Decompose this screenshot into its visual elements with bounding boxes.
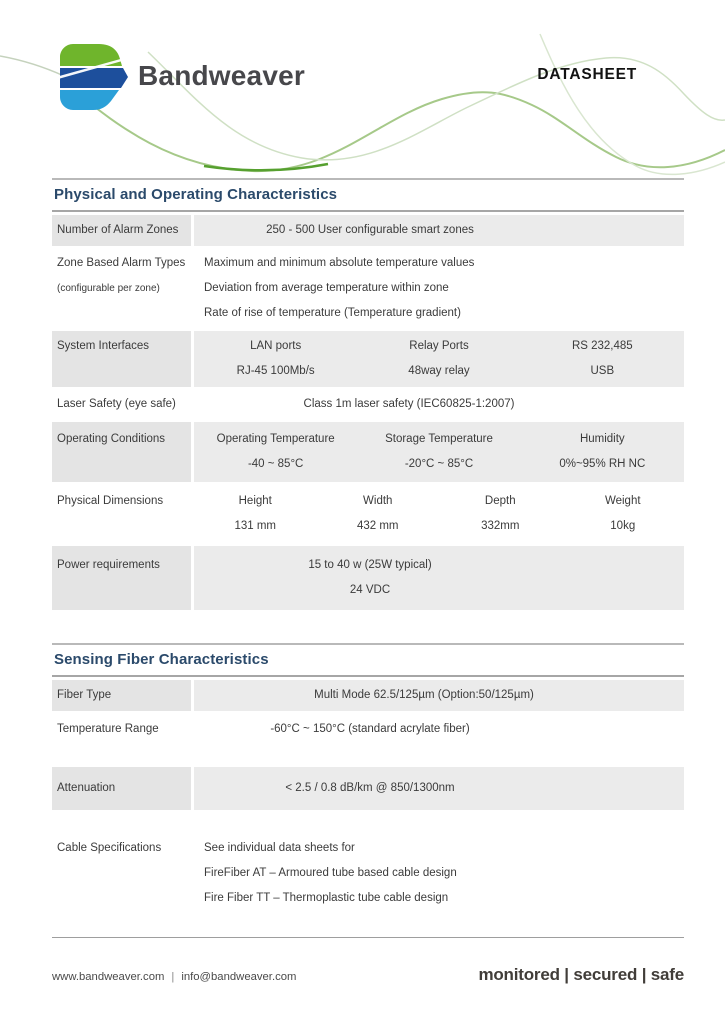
row-value	[194, 331, 684, 387]
swoosh-curve-left	[0, 56, 64, 76]
row-value: Class 1m laser safety (IEC60825-1:2007)	[303, 398, 515, 410]
brand-wordmark: Bandweaver	[138, 60, 305, 91]
swoosh-curve-main	[76, 92, 725, 171]
column-bottom: 0%~95% RH NC	[559, 458, 646, 470]
row-value	[194, 832, 684, 915]
swoosh-curve-accent	[204, 164, 328, 170]
column-bottom: USB	[590, 365, 615, 377]
row-label: Cable Specifications	[57, 842, 162, 854]
content	[52, 178, 684, 915]
column-top: Operating Temperature	[216, 433, 335, 445]
row-fiber-type	[52, 680, 684, 711]
value-line: Maximum and minimum absolute temperature values	[204, 257, 475, 269]
column-top: Height	[238, 495, 272, 507]
row-zone-alarm-types	[52, 249, 684, 328]
tagline: monitored | secured | safe	[478, 965, 684, 984]
value-column	[521, 334, 684, 384]
row-temperature-range	[52, 714, 684, 745]
column-bottom: RJ-45 100Mb/s	[236, 365, 315, 377]
fiber-rows	[52, 680, 684, 915]
row-label-text: Zone Based Alarm Types	[57, 257, 186, 269]
row-label: Laser Safety (eye safe)	[57, 398, 176, 410]
column-top: Depth	[484, 495, 516, 507]
section-physical	[52, 178, 684, 610]
row-laser-safety	[52, 390, 684, 419]
value-column	[194, 427, 357, 477]
value-column	[317, 489, 440, 539]
column-top: Storage Temperature	[385, 433, 493, 445]
column-top: LAN ports	[250, 340, 302, 352]
section-fiber	[52, 643, 684, 915]
row-label-note: (configurable per zone)	[57, 283, 160, 294]
row-label: System Interfaces	[52, 331, 191, 387]
value-line: 24 VDC	[349, 584, 391, 596]
email-link[interactable]: info@bandweaver.com	[181, 971, 297, 983]
logo-segment-light-blue	[60, 90, 119, 110]
section-title-physical: Physical and Operating Characteristics	[52, 178, 684, 212]
row-value: Multi Mode 62.5/125µm (Option:50/125µm)	[194, 680, 684, 711]
row-cable-specifications	[52, 832, 684, 915]
row-alarm-zones	[52, 215, 684, 246]
value-line: 15 to 40 w (25W typical)	[308, 559, 432, 571]
row-value	[194, 422, 684, 482]
value-column	[439, 489, 562, 539]
website-link[interactable]: www.bandweaver.com	[52, 971, 165, 983]
logo-b-icon	[57, 44, 132, 110]
value-column	[357, 334, 520, 384]
section-title-fiber: Sensing Fiber Characteristics	[52, 643, 684, 677]
header-decoration	[0, 0, 725, 176]
physical-rows	[52, 215, 684, 610]
row-label: Operating Conditions	[52, 422, 191, 482]
row-value	[194, 249, 684, 328]
column-top: Relay Ports	[409, 340, 469, 352]
row-physical-dimensions	[52, 485, 684, 543]
logo-segment-dark-blue	[60, 68, 128, 88]
value-line: FireFiber AT – Armoured tube based cable design	[204, 867, 457, 879]
footer-separator: |	[171, 971, 175, 983]
value-column	[194, 489, 317, 539]
column-top: Weight	[604, 495, 641, 507]
row-value: < 2.5 / 0.8 dB/km @ 850/1300nm	[194, 767, 684, 810]
column-bottom: 131 mm	[234, 520, 277, 532]
column-bottom: -20°C ~ 85°C	[404, 458, 474, 470]
row-label: Power requirements	[52, 546, 191, 610]
row-label: Physical Dimensions	[57, 495, 164, 507]
row-system-interfaces	[52, 331, 684, 387]
value-column	[562, 489, 685, 539]
row-value	[194, 485, 684, 543]
footer-divider	[52, 937, 684, 938]
column-bottom: -40 ~ 85°C	[247, 458, 304, 470]
value-column	[521, 427, 684, 477]
row-value: -60°C ~ 150°C (standard acrylate fiber)	[270, 723, 470, 735]
value-line: Rate of rise of temperature (Temperature gradient)	[204, 307, 461, 319]
column-bottom: 10kg	[610, 520, 636, 532]
datasheet-label: DATASHEET	[537, 66, 637, 83]
value-column	[194, 334, 357, 384]
row-label: Fiber Type	[52, 680, 191, 711]
column-top: RS 232,485	[571, 340, 633, 352]
value-line: Deviation from average temperature within zone	[204, 282, 449, 294]
swoosh-curve-right	[540, 34, 725, 174]
row-power-requirements	[52, 546, 684, 610]
row-operating-conditions	[52, 422, 684, 482]
row-label: Attenuation	[52, 767, 191, 810]
column-bottom: 48way relay	[408, 365, 470, 377]
footer	[52, 965, 684, 985]
header	[0, 0, 725, 178]
row-label: Temperature Range	[57, 723, 159, 735]
row-value: 250 - 500 User configurable smart zones	[194, 215, 684, 246]
row-label: Number of Alarm Zones	[52, 215, 191, 246]
column-top: Humidity	[579, 433, 625, 445]
value-line: See individual data sheets for	[204, 842, 355, 854]
footer-links	[52, 971, 296, 983]
row-attenuation	[52, 767, 684, 810]
value-line: Fire Fiber TT – Thermoplastic tube cable design	[204, 892, 449, 904]
row-value	[194, 546, 684, 610]
row-label	[52, 249, 191, 328]
column-bottom: 332mm	[481, 520, 520, 532]
value-column	[357, 427, 520, 477]
column-top: Width	[363, 495, 393, 507]
column-bottom: 432 mm	[356, 520, 399, 532]
